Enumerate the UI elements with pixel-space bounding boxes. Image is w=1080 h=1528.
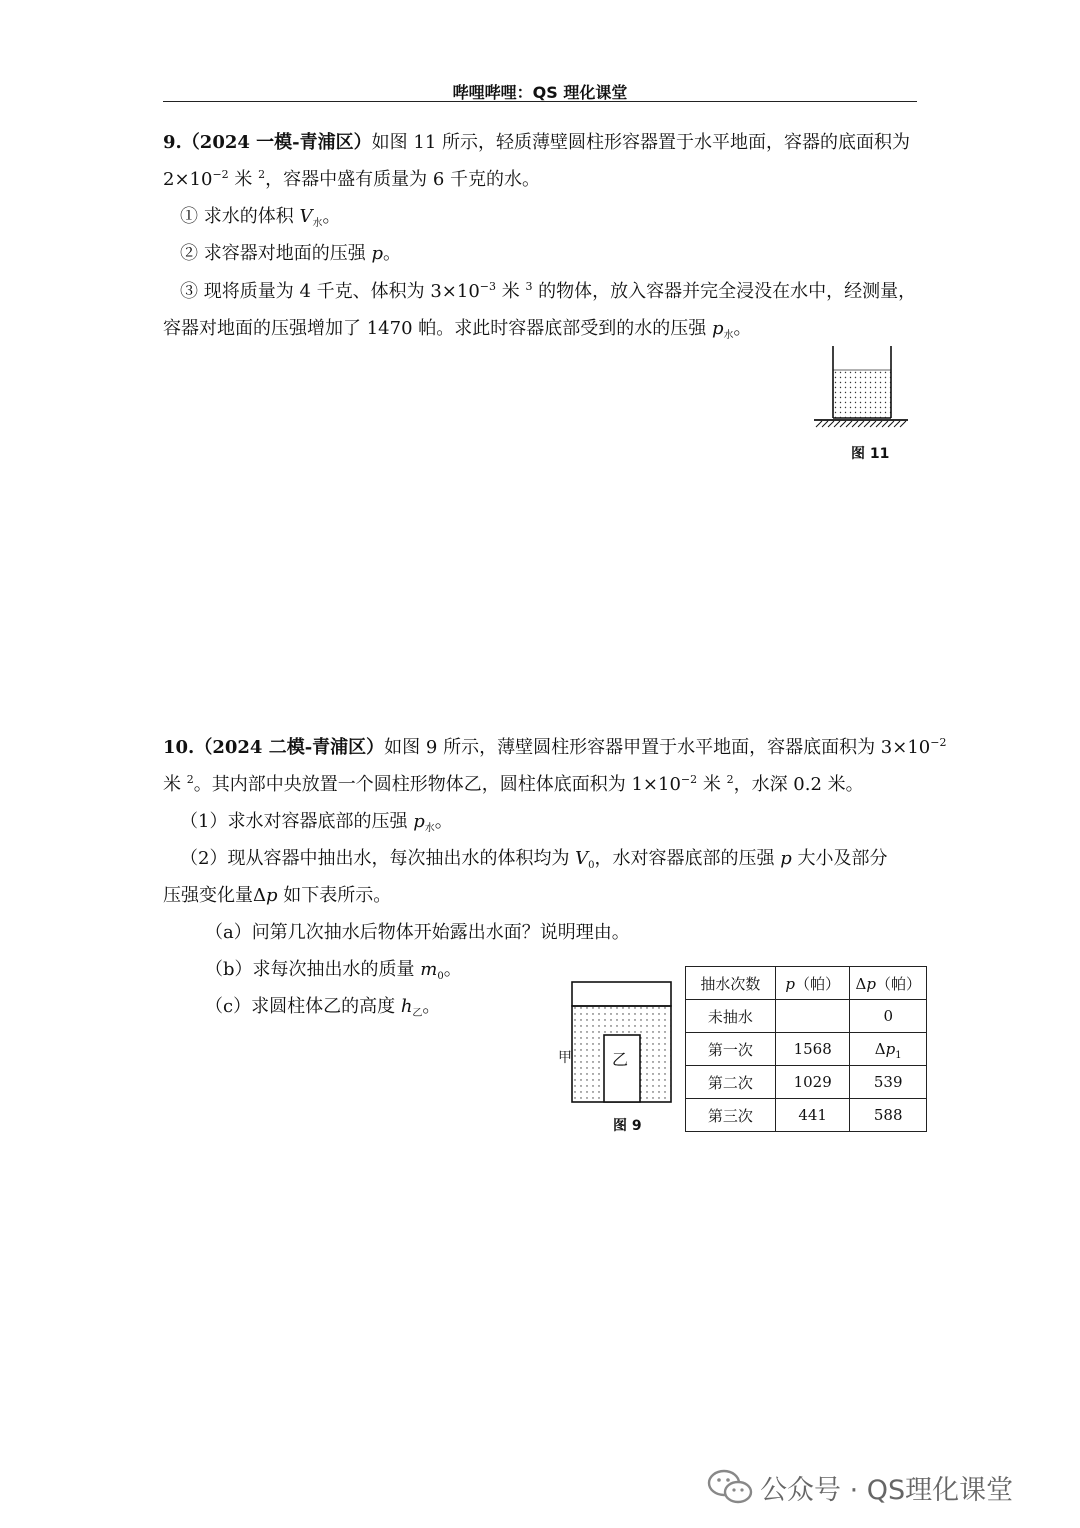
- q10-part-2-cont-end: 如下表所示。: [277, 885, 392, 906]
- q10-sub-b-subscript: 0: [437, 971, 444, 982]
- q9-sub-1: [180, 205, 340, 229]
- q9-line-1: [163, 131, 910, 155]
- header-var: p: [785, 974, 795, 993]
- q9-source: （2024 一模-青浦区）: [181, 132, 372, 153]
- table-cell: 441: [775, 1099, 850, 1132]
- watermark: 公众号 · QS理化课堂: [760, 1475, 1014, 1506]
- table-header-row: [686, 967, 927, 1000]
- table-cell: 588: [850, 1099, 927, 1132]
- q10-sub-c-text: （c）求圆柱体乙的高度: [205, 996, 401, 1017]
- table-row: [686, 1099, 927, 1132]
- q9-sub-3-end: 的物体，放入容器并完全浸没在水中，经测量，: [532, 281, 917, 302]
- q10-sub-c-var: h: [400, 996, 413, 1017]
- table-cell: 539: [850, 1066, 927, 1099]
- table-cell: 1029: [775, 1066, 850, 1099]
- q9-sub-1-text: ① 求水的体积: [180, 206, 300, 227]
- table-row: [686, 1033, 927, 1066]
- q9-area-unit-exponent: 2: [258, 168, 266, 181]
- q10-part-2-var-2: p: [780, 848, 792, 869]
- q10-source: （2024 二模-青浦区）: [194, 737, 385, 758]
- q10-line-2-unit-exponent: 2: [186, 773, 194, 786]
- table-cell: 未抽水: [686, 1000, 776, 1033]
- q9-sub-2-end: 。: [382, 243, 401, 264]
- q9-line-2: [163, 168, 540, 192]
- q10-line-2-unit-b: 米: [697, 774, 727, 795]
- object-label: 乙: [612, 1050, 629, 1069]
- q9-sub-3-var: p: [711, 318, 724, 339]
- table-cell: 第三次: [686, 1099, 776, 1132]
- table-cell: $\Delta p_1$: [850, 1033, 927, 1066]
- delta-var: p: [885, 1040, 896, 1058]
- header-cell: p（帕）: [775, 967, 850, 1000]
- q9-sub-1-end: 。: [322, 206, 341, 227]
- q10-part-2-text: （2）现从容器中抽出水，每次抽出水的体积均为: [180, 848, 576, 869]
- q10-part-1-subscript: 水: [424, 823, 435, 834]
- q9-sub-1-subscript: 水: [312, 218, 323, 229]
- table-row: [686, 1000, 927, 1033]
- q10-sub-c-subscript: 乙: [412, 1008, 423, 1019]
- q9-sub-3-subscript: 水: [723, 330, 734, 341]
- table-cell: 0: [850, 1000, 927, 1033]
- q10-line-2-unit-b-exponent: 2: [726, 773, 734, 786]
- q10-part-2-cont: [163, 884, 391, 908]
- q10-sub-c-end: 。: [422, 996, 441, 1017]
- header-cell: Δp（帕）: [850, 967, 927, 1000]
- q9-number: 9.: [163, 132, 182, 153]
- ground-hatch: [816, 421, 906, 427]
- table-cell: [775, 1000, 850, 1033]
- q9-sub-3-cont-text: 容器对地面的压强增加了 1470 帕。求此时容器底部受到的水的压强: [163, 318, 712, 339]
- header-var: p: [866, 974, 876, 993]
- q10-part-1: [180, 810, 453, 834]
- q9-sub-3-unit: 米: [496, 281, 526, 302]
- q9-sub-1-var: V: [299, 206, 313, 227]
- table-cell: 1568: [775, 1033, 850, 1066]
- header-cell: 抽水次数: [686, 967, 776, 1000]
- q10-part-1-var: p: [413, 811, 425, 832]
- figure-9-diagram: [560, 975, 680, 1110]
- pressure-table: [685, 966, 927, 1132]
- q10-line-2-end: ，水深 0.2 米。: [733, 774, 864, 795]
- wechat-icon: [706, 1467, 754, 1507]
- q9-sub-3-cont-end: 。: [733, 318, 752, 339]
- q9-sub-3-exponent: −3: [479, 280, 496, 293]
- q10-sub-b-var: m: [420, 959, 438, 980]
- q10-part-2-text-b: ，水对容器底部的压强: [594, 848, 781, 869]
- q10-sub-b-text: （b）求每次抽出水的质量: [205, 959, 421, 980]
- q9-sub-3: [180, 280, 916, 304]
- q10-part-2: [180, 847, 888, 871]
- q10-part-1-text: （1）求水对容器底部的压强: [180, 811, 414, 832]
- q9-sub-2: [180, 242, 401, 266]
- q9-text: 如图 11 所示，轻质薄壁圆柱形容器置于水平地面，容器的底面积为: [371, 132, 910, 153]
- q9-area-value: 2×10: [163, 169, 213, 190]
- table-row: [686, 1066, 927, 1099]
- q10-part-2-cont-var: p: [266, 885, 278, 906]
- table-cell: 第一次: [686, 1033, 776, 1066]
- q9-area-exponent: −2: [212, 168, 229, 181]
- q10-sub-a: （a）问第几次抽水后物体开始露出水面？说明理由。: [205, 922, 630, 943]
- page-header: 哔哩哔哩：QS 理化课堂: [452, 83, 628, 102]
- q10-line-1-exponent: −2: [930, 736, 947, 749]
- table-cell: 第二次: [686, 1066, 776, 1099]
- q10-part-2-var: V: [575, 848, 589, 869]
- q9-sub-3-cont: [163, 317, 752, 341]
- delta-subscript: 1: [895, 1050, 902, 1061]
- q10-sub-c: [205, 995, 440, 1019]
- q9-line-2-text: ，容器中盛有质量为 6 千克的水。: [265, 169, 541, 190]
- q10-sub-b-end: 。: [443, 959, 462, 980]
- q10-part-2-subscript: 0: [588, 860, 595, 871]
- q10-number: 10.: [163, 737, 195, 758]
- q10-line-2: [163, 773, 864, 797]
- q10-line-2-exponent: −2: [680, 773, 698, 786]
- q9-sub-3-unit-exponent: 3: [525, 280, 533, 293]
- q10-sub-b: [205, 958, 462, 982]
- q10-part-2-end: 大小及部分: [791, 848, 888, 869]
- water-fill: [833, 370, 891, 418]
- q10-part-2-cont-text: 压强变化量Δ: [163, 885, 266, 906]
- container-top: [572, 982, 671, 1006]
- q10-line-2-unit: 米: [163, 774, 187, 795]
- container-label: 甲: [558, 1050, 572, 1066]
- figure-11-diagram: [808, 340, 918, 435]
- figure-11-caption: 图 11: [851, 446, 890, 462]
- q10-line-2-text: 。其内部中央放置一个圆柱形物体乙，圆柱体底面积为 1×10: [193, 774, 681, 795]
- q9-sub-3-text: ③ 现将质量为 4 千克、体积为 3×10: [180, 281, 480, 302]
- q10-part-1-end: 。: [434, 811, 453, 832]
- q10-text: 如图 9 所示，薄壁圆柱形容器甲置于水平地面，容器底面积为 3×10: [384, 737, 931, 758]
- header-rule: [163, 101, 917, 102]
- figure-9-caption: 图 9: [613, 1118, 642, 1134]
- q9-area-unit: 米: [228, 169, 259, 190]
- q9-sub-2-text: ② 求容器对地面的压强: [180, 243, 372, 264]
- q9-sub-2-var: p: [371, 243, 383, 264]
- q10-line-1: [163, 736, 946, 760]
